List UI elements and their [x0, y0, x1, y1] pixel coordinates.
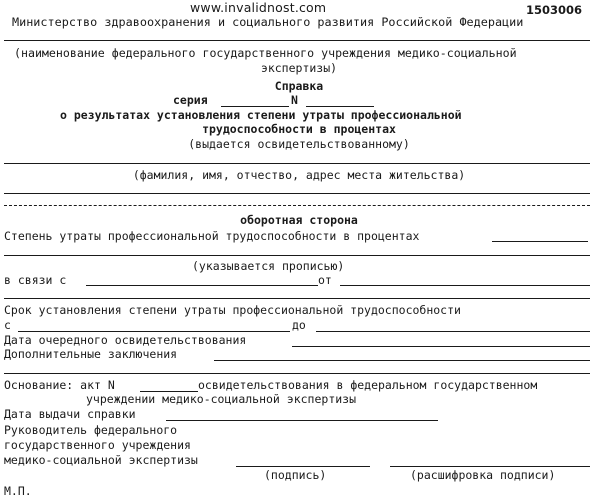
number-field[interactable]	[306, 106, 374, 107]
due-to-line-2[interactable]	[4, 298, 590, 299]
institution-hint: (наименование федерального государственного учреждения медико-социальной	[14, 46, 517, 60]
series-label: серия	[173, 93, 208, 107]
head-label-2: государственного учреждения	[4, 438, 191, 452]
cut-line	[4, 205, 590, 206]
issue-date-label: Дата выдачи справки	[4, 407, 136, 421]
signature-hint: (подпись)	[264, 468, 327, 482]
subject-line-1: о результатах установления степени утраты профессиональной	[60, 108, 462, 122]
signature-field[interactable]	[236, 466, 370, 467]
stamp-label: М.П.	[4, 484, 32, 498]
decode-hint: (расшифровка подписи)	[410, 468, 556, 482]
due-to-field[interactable]	[86, 285, 318, 286]
series-field[interactable]	[221, 106, 289, 107]
head-label-3: медико-социальной экспертизы	[4, 453, 198, 467]
issued-to-hint: (выдается освидетельствованному)	[188, 137, 410, 151]
site-url: www.invalidnost.com	[190, 0, 327, 15]
person-line[interactable]	[4, 163, 590, 164]
basis-label-3: учреждении медико-социальной экспертизы	[86, 392, 357, 406]
term-to-field[interactable]	[316, 331, 590, 332]
term-from-field[interactable]	[18, 331, 290, 332]
degree-field[interactable]	[492, 241, 588, 242]
number-label: N	[291, 93, 298, 107]
from-label: от	[318, 273, 332, 287]
subject-line-2: трудоспособности в процентах	[202, 122, 396, 136]
person-hint: (фамилия, имя, отчество, адрес места жительства)	[132, 168, 466, 182]
additional-label: Дополнительные заключения	[4, 347, 178, 361]
basis-label-2: освидетельствования в федеральном государственном	[198, 378, 538, 392]
ministry-name: Министерство здравоохранения и социального развития Российской Федерации	[12, 15, 524, 29]
back-side-title: оборотная сторона	[240, 213, 358, 227]
in-words-hint: (указывается прописью)	[192, 259, 345, 273]
form-code: 1503006	[526, 3, 583, 17]
decode-field[interactable]	[390, 466, 590, 467]
additional-line-2[interactable]	[4, 373, 590, 374]
from-field[interactable]	[340, 285, 590, 286]
institution-line[interactable]	[4, 40, 590, 41]
term-to-label: до	[292, 318, 306, 332]
institution-hint-2: экспертизы)	[260, 61, 338, 75]
next-exam-label: Дата очередного освидетельствования	[4, 333, 247, 347]
person-line-2[interactable]	[4, 193, 590, 194]
issue-date-field[interactable]	[166, 420, 438, 421]
additional-field[interactable]	[214, 360, 590, 361]
due-to-label: в связи с	[4, 273, 67, 287]
basis-label: Основание: акт N	[4, 378, 115, 392]
term-label: Срок установления степени утраты профессиональной трудоспособности	[4, 303, 461, 317]
next-exam-field[interactable]	[292, 346, 590, 347]
degree-label: Степень утраты профессиональной трудоспособности в процентах	[4, 229, 420, 243]
document-title: Справка	[274, 79, 324, 93]
degree-words-line[interactable]	[4, 255, 590, 256]
head-label-1: Руководитель федерального	[4, 423, 178, 437]
term-from-label: с	[4, 318, 11, 332]
